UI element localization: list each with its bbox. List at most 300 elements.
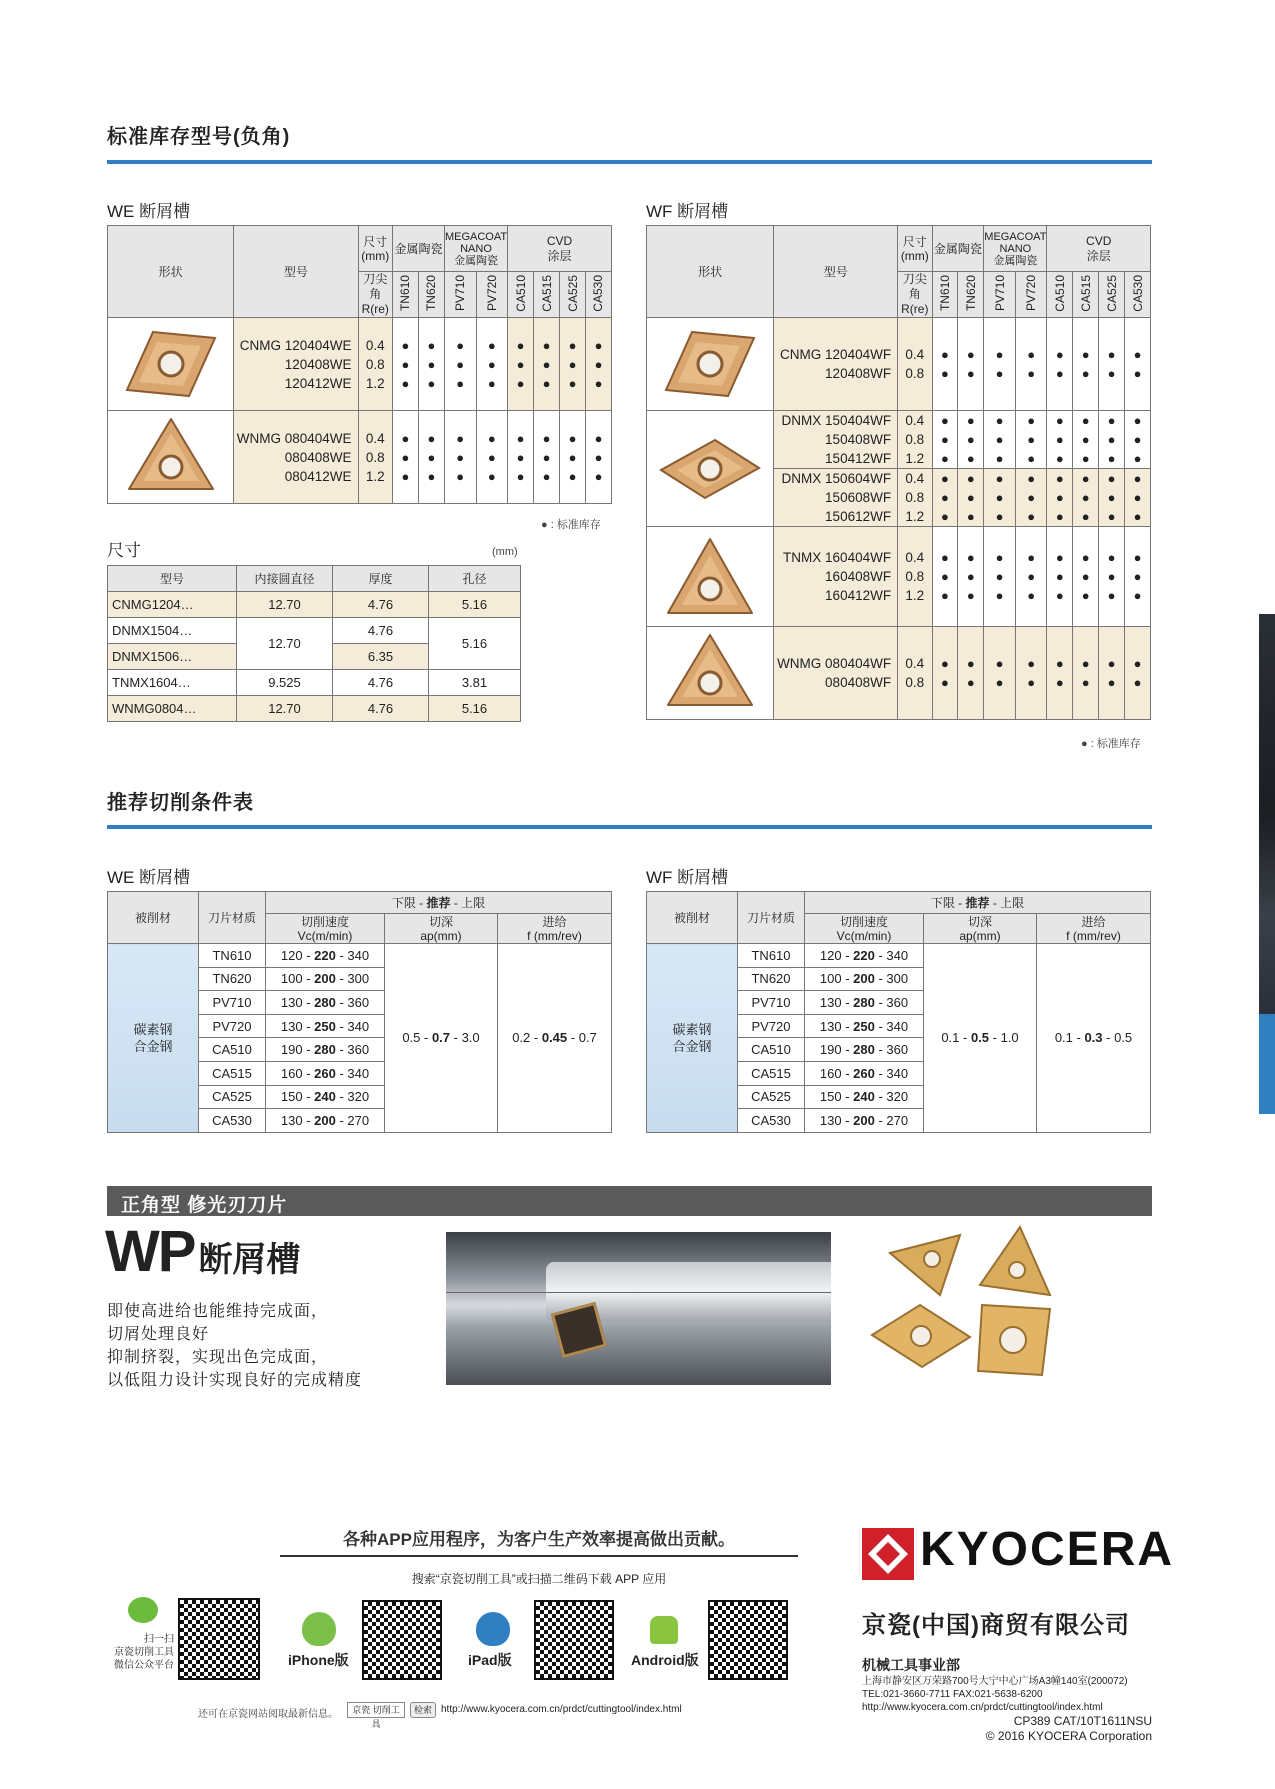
stock-dot-icon: ● [941, 413, 949, 428]
stock-dot-icon: ● [427, 430, 436, 446]
stock-dot-icon: ● [966, 656, 975, 671]
stock-dot-cell [958, 411, 984, 469]
stock-dot-cell [585, 318, 611, 411]
stock-dot-icon: ● [966, 347, 975, 362]
h-grade: PV720 [1015, 272, 1047, 318]
stock-dot-icon: ● [542, 430, 551, 446]
grade-cell: CA525 [199, 1085, 266, 1109]
stock-dot-icon: ● [1055, 656, 1064, 671]
stock-dot-icon: ● [1027, 490, 1036, 505]
stock-dot-icon: ● [995, 509, 1004, 524]
stock-dot-icon: ● [487, 468, 496, 484]
h-grade: TN610 [393, 272, 419, 318]
h-grade: CA515 [534, 272, 560, 318]
stock-dot-cell [1099, 527, 1125, 627]
stock-dot-icon: ● [1027, 509, 1036, 524]
app-rule [280, 1555, 798, 1557]
stock-dot-icon: ● [1107, 451, 1116, 466]
wf-cond-subtitle: WF 断屑槽 [646, 868, 729, 887]
stock-dot-icon: ● [427, 375, 436, 391]
stock-dot-cell [393, 411, 419, 504]
dept-name: 机械工具事业部 [862, 1657, 960, 1673]
stock-dot-icon: ● [1055, 550, 1064, 565]
stock-dot-icon: ● [1081, 366, 1090, 381]
stock-dot-icon: ● [941, 432, 949, 447]
tnmx-insert-image [647, 527, 774, 627]
stock-dot-icon: ● [941, 471, 949, 486]
stock-dot-icon: ● [542, 356, 551, 372]
r-cell: 0.4 0.8 1.2 [898, 411, 932, 469]
stock-dot-icon: ● [568, 430, 577, 446]
stock-dot-icon: ● [1055, 490, 1064, 505]
stock-dot-icon: ● [995, 675, 1004, 690]
stock-dot-cell [984, 527, 1016, 627]
stock-dot-cell [958, 469, 984, 527]
stock-dot-icon: ● [1133, 471, 1142, 486]
android-icon [650, 1616, 678, 1644]
h-size: 尺寸 (mm) [898, 226, 932, 272]
stock-dot-icon: ● [1055, 347, 1064, 362]
h-cermet: 金属陶瓷 [393, 226, 445, 272]
h-mega: MEGACOAT NANO 金属陶瓷 [444, 226, 507, 272]
stock-dot-icon: ● [427, 356, 436, 372]
stock-dot-icon: ● [1055, 509, 1064, 524]
stock-dot-icon: ● [487, 337, 496, 353]
kyocera-logo-icon [862, 1528, 914, 1580]
dims-row: CNMG1204… 12.70 4.76 5.16 [108, 592, 521, 618]
grade-cell: CA530 [738, 1109, 805, 1133]
company-contact: 上海市静安区万荣路700号大宁中心广场A3幢140室(200072) TEL:021-3660-7711 FAX:021-5638-6200 http://www.kyocera.com.cn/prdct/cuttingtool/index.html [862, 1676, 1128, 1713]
stock-dot-icon: ● [995, 471, 1004, 486]
stock-dot-cell [932, 411, 958, 469]
stock-dot-icon: ● [456, 430, 465, 446]
wf-legend: ● : 标准库存 [1081, 738, 1141, 750]
wp-big: WP [105, 1219, 195, 1284]
stock-dot-cell [1073, 469, 1099, 527]
stock-dot-icon: ● [941, 509, 949, 524]
stock-dot-icon: ● [1081, 675, 1090, 690]
h-work: 被削材 [108, 892, 199, 944]
wnmg-insert-image [108, 411, 234, 504]
stock-dot-icon: ● [1027, 588, 1036, 603]
stock-dot-cell [958, 627, 984, 720]
stock-dot-cell [1047, 527, 1073, 627]
stock-dot-icon: ● [516, 449, 525, 465]
stock-dot-icon: ● [401, 375, 410, 391]
vc-cell: 190 - 280 - 360 [805, 1038, 924, 1062]
stock-dot-icon: ● [966, 509, 975, 524]
vc-cell: 130 - 200 - 270 [805, 1109, 924, 1133]
h-grade: PV710 [984, 272, 1016, 318]
h-ap: 切深 ap(mm) [924, 914, 1037, 944]
h-vc: 切削速度 Vc(m/min) [266, 914, 385, 944]
stock-dot-icon: ● [1133, 347, 1142, 362]
h-grade: TN620 [418, 272, 444, 318]
stock-dot-cell [1015, 527, 1047, 627]
stock-dot-icon: ● [941, 588, 949, 603]
stock-dot-cell [534, 318, 560, 411]
stock-dot-icon: ● [1107, 347, 1116, 362]
section-title-stock: 标准库存型号(负角) [107, 126, 291, 148]
stock-dot-icon: ● [1133, 451, 1142, 466]
vc-cell: 100 - 200 - 300 [805, 967, 924, 991]
stock-dot-icon: ● [941, 451, 949, 466]
stock-dot-cell [1015, 411, 1047, 469]
h-shape: 形状 [108, 226, 234, 318]
stock-dot-cell [1047, 318, 1073, 411]
stock-dot-icon: ● [1081, 451, 1090, 466]
stock-dot-icon: ● [1055, 366, 1064, 381]
stock-dot-icon: ● [401, 449, 410, 465]
wechat-icon [128, 1597, 158, 1623]
wp-heading [105, 1219, 301, 1297]
h-model: 型号 [234, 226, 358, 318]
vc-cell: 130 - 280 - 360 [266, 991, 385, 1015]
vc-cell: 120 - 220 - 340 [805, 944, 924, 968]
stock-dot-icon: ● [1027, 366, 1036, 381]
stock-dot-cell [1015, 627, 1047, 720]
stock-dot-icon: ● [941, 347, 949, 362]
stock-dot-icon: ● [1027, 413, 1036, 428]
dims-table [107, 565, 521, 722]
stock-dot-icon: ● [941, 550, 949, 565]
stock-dot-icon: ● [1107, 509, 1116, 524]
h-grade: CA525 [560, 272, 586, 318]
dims-row: DNMX1506… 6.35 [108, 644, 521, 670]
stock-dot-icon: ● [995, 451, 1004, 466]
h-grade: 刀片材质 [199, 892, 266, 944]
stock-dot-icon: ● [1081, 569, 1090, 584]
stock-dot-cell [1073, 411, 1099, 469]
h-grade: 刀片材质 [738, 892, 805, 944]
stock-dot-cell [585, 411, 611, 504]
stock-dot-icon: ● [995, 413, 1004, 428]
h-range: 下限 - 推荐 - 上限 [805, 892, 1151, 914]
web-url[interactable]: http://www.kyocera.com.cn/prdct/cuttingtool/index.html [441, 1704, 682, 1715]
stock-dot-icon: ● [401, 468, 410, 484]
stock-dot-icon: ● [542, 375, 551, 391]
stock-dot-icon: ● [568, 375, 577, 391]
stock-dot-cell [958, 527, 984, 627]
stock-dot-cell [1125, 411, 1151, 469]
grade-cell: TN620 [738, 967, 805, 991]
stock-dot-icon: ● [487, 449, 496, 465]
dims-h: 厚度 [333, 566, 429, 592]
vc-cell: 150 - 240 - 320 [805, 1085, 924, 1109]
stock-dot-icon: ● [966, 451, 975, 466]
h-r: 刀尖角 R(re) [358, 272, 392, 318]
stock-dot-cell [1099, 411, 1125, 469]
stock-dot-cell [444, 318, 476, 411]
stock-dot-icon: ● [516, 468, 525, 484]
h-work: 被削材 [647, 892, 738, 944]
stock-dot-icon: ● [1107, 569, 1116, 584]
stock-dot-icon: ● [1133, 366, 1142, 381]
stock-dot-icon: ● [1081, 490, 1090, 505]
stock-dot-icon: ● [995, 366, 1004, 381]
android-qr[interactable] [708, 1600, 788, 1680]
stock-dot-cell [932, 318, 958, 411]
stock-dot-icon: ● [456, 449, 465, 465]
stock-dot-icon: ● [941, 490, 949, 505]
stock-dot-icon: ● [401, 337, 410, 353]
stock-dot-icon: ● [542, 449, 551, 465]
workpiece-cell: 碳素钢 合金钢 [108, 944, 199, 1133]
apple-icon [302, 1612, 336, 1646]
stock-dot-icon: ● [1027, 451, 1036, 466]
stock-dot-icon: ● [995, 588, 1004, 603]
stock-dot-icon: ● [1055, 432, 1064, 447]
grade-cell: CA515 [738, 1061, 805, 1085]
stock-dot-cell [984, 469, 1016, 527]
r-cell: 0.4 0.8 1.2 [358, 318, 392, 411]
stock-dot-icon: ● [594, 337, 603, 353]
grade-cell: PV720 [738, 1014, 805, 1038]
dims-row: TNMX1604… 9.525 4.76 3.81 [108, 670, 521, 696]
dims-h: 内接圆直径 [237, 566, 333, 592]
stock-dot-icon: ● [594, 375, 603, 391]
stock-dot-cell [1073, 627, 1099, 720]
stock-dot-icon: ● [1133, 413, 1142, 428]
wf-cond-table [646, 891, 1151, 1133]
stock-dot-icon: ● [1133, 675, 1142, 690]
stock-dot-cell [932, 627, 958, 720]
vc-cell: 160 - 260 - 340 [266, 1061, 385, 1085]
stock-dot-icon: ● [1055, 451, 1064, 466]
h-grade: CA525 [1099, 272, 1125, 318]
stock-dot-icon: ● [966, 490, 975, 505]
vc-cell: 130 - 280 - 360 [805, 991, 924, 1015]
wechat-qr[interactable] [178, 1598, 260, 1680]
stock-dot-icon: ● [568, 449, 577, 465]
vc-cell: 120 - 220 - 340 [266, 944, 385, 968]
r-cell: 0.4 0.8 1.2 [898, 527, 932, 627]
stock-dot-cell [1125, 627, 1151, 720]
wf-stock-table [646, 225, 1151, 720]
stock-dot-cell [1015, 318, 1047, 411]
stock-dot-icon: ● [995, 490, 1004, 505]
ap-cell: 0.1 - 0.5 - 1.0 [924, 944, 1037, 1133]
stock-dot-cell [1015, 469, 1047, 527]
stock-dot-icon: ● [1081, 347, 1090, 362]
stock-dot-icon: ● [594, 430, 603, 446]
vc-cell: 160 - 260 - 340 [805, 1061, 924, 1085]
stock-dot-icon: ● [1107, 413, 1116, 428]
grade-cell: TN610 [199, 944, 266, 968]
stock-dot-icon: ● [1107, 656, 1116, 671]
h-grade: PV720 [476, 272, 508, 318]
machining-photo [446, 1232, 831, 1385]
stock-dot-icon: ● [1027, 675, 1036, 690]
android-label: Android版 [631, 1652, 699, 1668]
dims-row: DNMX1504… 12.70 4.76 5.16 [108, 618, 521, 644]
cnmg-insert-image [108, 318, 234, 411]
stock-dot-icon: ● [1027, 569, 1036, 584]
grade-cell: PV710 [199, 991, 266, 1015]
stock-dot-icon: ● [1081, 413, 1090, 428]
stock-dot-icon: ● [487, 430, 496, 446]
h-grade: CA515 [1073, 272, 1099, 318]
cond-row [647, 944, 1151, 968]
side-tab [1259, 614, 1275, 1114]
stock-dot-cell [958, 318, 984, 411]
company-name: 京瓷(中国)商贸有限公司 [862, 1612, 1130, 1639]
stock-dot-icon: ● [966, 675, 975, 690]
h-grade: CA530 [585, 272, 611, 318]
stock-dot-icon: ● [1027, 471, 1036, 486]
stock-dot-icon: ● [1081, 588, 1090, 603]
stock-dot-icon: ● [995, 656, 1004, 671]
grade-cell: CA525 [738, 1085, 805, 1109]
h-r: 刀尖角 R(re) [898, 272, 932, 318]
stock-dot-icon: ● [1081, 550, 1090, 565]
stock-dot-icon: ● [427, 337, 436, 353]
section-rule [107, 825, 1152, 829]
stock-dot-icon: ● [966, 569, 975, 584]
stock-dot-icon: ● [542, 337, 551, 353]
r-cell: 0.4 0.8 [898, 318, 932, 411]
wp-big2: 断屑槽 [198, 1241, 301, 1279]
wp-banner-text: 正角型 修光刃刀片 [121, 1195, 288, 1216]
vc-cell: 130 - 200 - 270 [266, 1109, 385, 1133]
section-title-conditions: 推荐切削条件表 [107, 792, 254, 814]
stock-dot-icon: ● [1107, 471, 1116, 486]
f-cell: 0.2 - 0.45 - 0.7 [498, 944, 612, 1133]
stock-dot-icon: ● [1107, 588, 1116, 603]
stock-dot-icon: ● [1107, 490, 1116, 505]
vc-cell: 130 - 250 - 340 [805, 1014, 924, 1038]
stock-dot-cell [418, 318, 444, 411]
wp-inserts-photo [870, 1225, 1070, 1390]
catalog-info: CP389 CAT/10T1611NSU © 2016 KYOCERA Corporation [985, 1714, 1152, 1743]
h-cermet: 金属陶瓷 [932, 226, 984, 272]
r-cell: 0.4 0.8 [898, 627, 932, 720]
stock-dot-icon: ● [401, 430, 410, 446]
stock-dot-icon: ● [966, 550, 975, 565]
dims-h: 孔径 [429, 566, 521, 592]
stock-dot-icon: ● [427, 468, 436, 484]
stock-dot-icon: ● [941, 366, 949, 381]
stock-dot-cell [444, 411, 476, 504]
h-range: 下限 - 推荐 - 上限 [266, 892, 612, 914]
stock-dot-cell [560, 318, 586, 411]
stock-dot-icon: ● [594, 468, 603, 484]
stock-dot-icon: ● [487, 375, 496, 391]
ipad-qr[interactable] [534, 1600, 614, 1680]
h-grade: CA510 [1047, 272, 1073, 318]
stock-dot-cell [1099, 318, 1125, 411]
f-cell: 0.1 - 0.3 - 0.5 [1037, 944, 1151, 1133]
stock-dot-cell [508, 318, 534, 411]
stock-dot-icon: ● [1055, 588, 1064, 603]
h-cvd: CVD 涂层 [1047, 226, 1151, 272]
h-f: 进给 f (mm/rev) [498, 914, 612, 944]
h-cvd: CVD 涂层 [508, 226, 612, 272]
we-stock-table [107, 225, 612, 504]
h-ap: 切深 ap(mm) [385, 914, 498, 944]
grade-cell: CA530 [199, 1109, 266, 1133]
kyocera-brand: KYOCERA [920, 1523, 1175, 1576]
r-cell: 0.4 0.8 1.2 [358, 411, 392, 504]
stock-dot-cell [1099, 469, 1125, 527]
wp-description: 即使高进给也能维持完成面， 切屑处理良好 抑制挤裂，实现出色完成面， 以低阻力设计实现良好的完成精度 [107, 1303, 363, 1389]
vc-cell: 190 - 280 - 360 [266, 1038, 385, 1062]
stock-dot-icon: ● [594, 449, 603, 465]
stock-dot-icon: ● [1133, 509, 1142, 524]
stock-dot-cell [393, 318, 419, 411]
h-grade: PV710 [444, 272, 476, 318]
ap-cell: 0.5 - 0.7 - 3.0 [385, 944, 498, 1133]
stock-dot-icon: ● [966, 471, 975, 486]
stock-dot-cell [476, 411, 508, 504]
stock-dot-icon: ● [1055, 413, 1064, 428]
h-grade: CA510 [508, 272, 534, 318]
dims-h: 型号 [108, 566, 237, 592]
vc-cell: 150 - 240 - 320 [266, 1085, 385, 1109]
stock-dot-icon: ● [1133, 588, 1142, 603]
stock-dot-cell [1125, 527, 1151, 627]
stock-dot-icon: ● [456, 375, 465, 391]
stock-dot-cell [1073, 318, 1099, 411]
wf-subtitle: WF 断屑槽 [646, 202, 729, 221]
stock-dot-cell [1099, 627, 1125, 720]
grade-cell: CA515 [199, 1061, 266, 1085]
stock-dot-icon: ● [594, 356, 603, 372]
stock-dot-icon: ● [1107, 675, 1116, 690]
ipad-label: iPad版 [468, 1652, 512, 1668]
stock-dot-cell [1047, 469, 1073, 527]
cnmg-insert-image [647, 318, 774, 411]
app-title: 各种APP应用程序，为客户生产效率提高做出贡献。 [343, 1530, 735, 1549]
stock-dot-icon: ● [995, 347, 1004, 362]
grade-cell: CA510 [738, 1038, 805, 1062]
stock-dot-cell [1073, 527, 1099, 627]
stock-dot-icon: ● [941, 675, 949, 690]
stock-dot-icon: ● [1081, 432, 1090, 447]
stock-dot-icon: ● [1081, 471, 1090, 486]
stock-dot-icon: ● [1027, 656, 1036, 671]
stock-dot-icon: ● [456, 337, 465, 353]
stock-dot-cell [476, 318, 508, 411]
stock-dot-icon: ● [1133, 569, 1142, 584]
stock-dot-icon: ● [1055, 471, 1064, 486]
stock-dot-icon: ● [1107, 550, 1116, 565]
stock-dot-icon: ● [941, 656, 949, 671]
web-search-button[interactable]: 检索 [410, 1702, 436, 1718]
stock-dot-cell [534, 411, 560, 504]
stock-dot-icon: ● [456, 468, 465, 484]
stock-dot-cell [1125, 318, 1151, 411]
stock-dot-cell [1047, 627, 1073, 720]
stock-dot-icon: ● [1133, 490, 1142, 505]
h-grade: TN620 [958, 272, 984, 318]
model-cell: WNMG 080404WE 080408WE 080412WE [234, 411, 358, 504]
stock-dot-cell [1125, 469, 1151, 527]
vc-cell: 130 - 250 - 340 [266, 1014, 385, 1038]
iphone-label: iPhone版 [288, 1652, 349, 1668]
vc-cell: 100 - 200 - 300 [266, 967, 385, 991]
stock-dot-icon: ● [1081, 656, 1090, 671]
stock-dot-icon: ● [542, 468, 551, 484]
cond-row [108, 944, 612, 968]
web-search-box[interactable]: 京瓷 切削工具 [347, 1702, 405, 1718]
model-cell: TNMX 160404WF 160408WF 160412WF [774, 527, 898, 627]
iphone-qr[interactable] [362, 1600, 442, 1680]
stock-dot-icon: ● [966, 432, 975, 447]
stock-dot-icon: ● [1107, 366, 1116, 381]
h-model: 型号 [774, 226, 898, 318]
h-size: 尺寸 (mm) [358, 226, 392, 272]
